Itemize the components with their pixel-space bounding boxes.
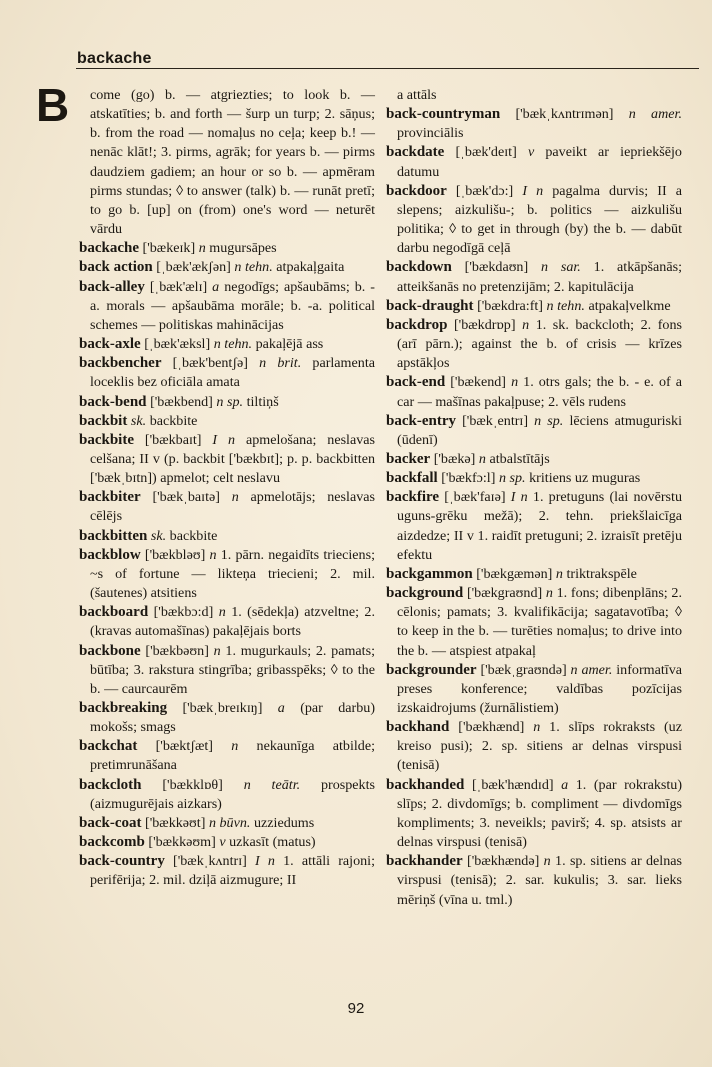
entry-definition: provinciālis — [397, 125, 464, 142]
entry-pronunciation: ['bækfɔ:l] — [441, 470, 496, 487]
entry-grammar-label: n — [231, 489, 239, 506]
entry-headword: backbone — [79, 642, 141, 659]
entry-pronunciation: ['bækə] — [433, 450, 476, 467]
entry-definition: 1. sp. sitiens ar delnas virspusi (tenisā); 2. sar. kukulis; 3. sar. lieks mēriņš (vīna u. tml.) — [397, 853, 683, 908]
entry-headword: back-end — [386, 374, 446, 391]
entry-headword: backdown — [386, 259, 452, 276]
entry-pronunciation: ['bækend] — [450, 374, 507, 391]
right-column — [386, 86, 682, 910]
dictionary-entry — [386, 565, 682, 584]
entry-headword: backbite — [79, 431, 135, 448]
entry-headword: background — [386, 585, 464, 602]
dictionary-entry — [386, 316, 682, 373]
entry-definition: 1. (par rokrakstu) slīps; 2. divdomīgs; b. compliment — divdomīgs kompliments; 3. neveikls; pavirš; 4. sp. atsists ar delnas virspusi (tenisā) — [397, 776, 683, 851]
entry-definition: triktrakspēle — [566, 565, 637, 582]
entry-definition: 1. atkāpšanās; atteikšanās no pretenzijām; 2. kapitulācija — [397, 259, 682, 295]
dictionary-entry — [79, 833, 375, 852]
entry-grammar-label: n tehn. — [234, 259, 273, 276]
entry-pronunciation: ['bækhænd] — [458, 719, 525, 736]
entry-pronunciation: ['bækdra:ft] — [477, 297, 544, 314]
entry-definition: kritiens uz muguras — [529, 470, 641, 487]
dictionary-entry — [386, 450, 682, 469]
entry-pronunciation: ['bækˌgraʊndə] — [480, 661, 567, 678]
entry-pronunciation: ['bækbaɪt] — [144, 431, 202, 448]
entry-definition: parlamenta loceklis bez oficiāla amata — [90, 355, 375, 391]
entry-grammar-label: n būvn. — [208, 814, 251, 831]
entry-grammar-label: n — [555, 565, 563, 582]
dictionary-entry — [79, 431, 375, 488]
dictionary-entry — [79, 737, 375, 775]
entry-pronunciation: ['bækkəʊm] — [148, 834, 216, 851]
dictionary-entry — [79, 278, 375, 335]
entry-pronunciation: ['bækdaʊn] — [464, 259, 529, 276]
entry-pronunciation: ['bækbend] — [150, 393, 213, 410]
entry-pronunciation: ['bæktʃæt] — [155, 738, 213, 755]
entry-definition: 1. mugurkauls; 2. pamats; būtība; 3. rakstura stingrība; gribasspēks; ◊ to the b. — caurcaurēm — [90, 642, 375, 697]
entry-grammar-label: n amer. — [628, 106, 682, 123]
entry-definition: 1. pārn. negaidīts trieciens; ~s of fortune — likteņa triecieni; 2. mil. (šautenes) atsitiens — [90, 546, 375, 602]
dictionary-entry — [386, 776, 682, 853]
dictionary-entry — [386, 412, 682, 450]
entry-headword: back-entry — [386, 412, 456, 429]
entry-headword: backfall — [386, 470, 438, 487]
entry-grammar-label: n brit. — [259, 355, 302, 372]
entry-grammar-label: sk. — [130, 412, 147, 429]
entry-headword: back-bend — [79, 393, 147, 410]
entry-grammar-label: v — [219, 834, 226, 851]
entry-headword: backchat — [79, 738, 138, 755]
entry-definition: pakaļējā ass — [255, 336, 324, 353]
entry-headword: backblow — [79, 546, 141, 563]
entry-grammar-label: I n — [522, 182, 544, 199]
entry-definition: paveikt ar iepriekšējo datumu — [397, 144, 682, 180]
dictionary-entry — [386, 86, 682, 105]
entry-headword: backgammon — [386, 565, 473, 582]
header-rule — [76, 68, 699, 69]
entry-headword: backhander — [386, 853, 463, 870]
entry-grammar-label: a — [212, 278, 220, 295]
entry-grammar-label: I n — [255, 853, 275, 870]
entry-headword: back-countryman — [386, 106, 501, 123]
entry-grammar-label: n teātr. — [243, 776, 301, 793]
entry-definition: 1. (sēdekļa) atzveltne; 2. (kravas automašīnas) pakaļējais borts — [90, 604, 375, 640]
entry-definition: prospekts (aizmugurējais aizkars) — [90, 776, 375, 812]
entry-grammar-label: n — [545, 585, 553, 602]
entry-headword: backbreaking — [79, 700, 168, 716]
dictionary-entry — [386, 584, 682, 661]
entry-headword: backbiter — [79, 489, 141, 506]
entry-headword: backdate — [386, 144, 445, 161]
entry-definition: 1. otrs gals; the b. - e. of a car — mašīnas pakaļpuse; 2. vēls rudens — [397, 374, 683, 410]
entry-headword: back-alley — [79, 278, 145, 295]
entry-definition: come (go) b. — atgriezties; to look b. — atskatīties; b. and forth — šurp un turp; 2. sāņus; b. from the road — nomaļus no ceļa; keep b.! — nenāc klāt!; 3. pirms, agrāk; for years b. — pirms daudziem gadiem; an hour or so b. — apmēram pirms stundas; ◊ to answer (talk) b. — runāt pretī; to go b. [up] on (from) one's word — neturēt vārdu — [90, 87, 375, 238]
entry-headword: backdoor — [386, 182, 447, 199]
entry-pronunciation: ['bækˌkʌntrɪ] — [173, 853, 247, 870]
entry-headword: backhand — [386, 719, 450, 736]
dictionary-entry — [79, 814, 375, 833]
entry-definition: 1. pretuguns (lai novērstu uguns-grēku mežā); 2. tehn. priekšlaicīga aizdedze; II v 1. raidīt pretuguni; 2. izraisīt pretēju efektu — [397, 489, 683, 563]
entry-grammar-label: n sp. — [498, 470, 526, 487]
entry-definition: uzkasīt (matus) — [229, 834, 316, 851]
dictionary-entry — [79, 852, 375, 890]
entry-headword: backgrounder — [386, 661, 477, 678]
entry-headword: backbit — [79, 412, 128, 429]
dictionary-entry — [79, 335, 375, 354]
dictionary-entry — [386, 182, 682, 259]
entry-definition: apmelošana; neslavas celšana; II v (p. backbit ['bækbɪt]; p. p. backbitten ['bækˌbɪtn]) apmelot; celt neslavu — [90, 431, 376, 487]
dictionary-entry — [386, 488, 682, 565]
entry-pronunciation: [ˌbæk'ælɪ] — [149, 278, 208, 295]
dictionary-entry — [386, 373, 682, 411]
entry-pronunciation: ['bækdrɒp] — [453, 316, 516, 333]
entry-grammar-label: n — [522, 316, 530, 333]
entry-definition: atbalstītājs — [489, 450, 550, 467]
entry-grammar-label: n — [533, 719, 541, 736]
entry-grammar-label: n amer. — [570, 661, 613, 678]
entry-pronunciation: [ˌbæk'bentʃə] — [172, 355, 248, 372]
entry-definition: backbite — [149, 412, 198, 429]
entry-pronunciation: ['bækhændə] — [467, 853, 540, 870]
entry-grammar-label: n — [198, 240, 206, 257]
dictionary-entry — [79, 86, 375, 239]
entry-definition: pagalma durvis; II a slepens; aizkulišu-; b. politics — aizkulišu politika; ◊ to get in through (by) the b. — dabūt darbu negodīgā ceļā — [397, 182, 682, 257]
entry-headword: backbencher — [79, 355, 162, 372]
entry-definition: apmelotājs; neslavas cēlējs — [90, 489, 376, 525]
dictionary-entry — [386, 143, 682, 181]
entry-grammar-label: n sp. — [534, 412, 564, 429]
dictionary-entry — [79, 603, 375, 641]
entry-definition: atpakaļgaita — [276, 259, 345, 276]
entry-headword: backer — [386, 450, 431, 467]
dictionary-entry — [79, 258, 375, 277]
entry-pronunciation: [ˌbæk'deɪt] — [455, 144, 517, 161]
entry-definition: lēciens atmuguriski (ūdenī) — [397, 412, 682, 448]
entry-headword: back action — [79, 259, 153, 276]
entry-pronunciation: ['bækˌkʌntrɪmən] — [515, 106, 614, 123]
dictionary-entry — [79, 412, 375, 431]
entry-definition: uzziedums — [253, 814, 315, 831]
section-letter: B — [36, 79, 70, 131]
entry-definition: (par darbu) mokošs; smags — [90, 700, 376, 736]
entry-definition: a attāls — [397, 87, 437, 103]
entry-headword: backbitten — [79, 527, 148, 544]
entry-pronunciation: [ˌbæk'æksl] — [144, 336, 211, 353]
entry-definition: tiltiņš — [246, 393, 279, 410]
dictionary-entry — [79, 393, 375, 412]
entry-grammar-label: I n — [510, 489, 528, 506]
dictionary-entry — [79, 776, 375, 814]
dictionary-entry — [386, 718, 682, 775]
entry-headword: back-draught — [386, 297, 474, 314]
entry-grammar-label: n — [478, 450, 486, 467]
entry-definition: atpakaļvelkme — [588, 297, 671, 314]
entry-headword: backdrop — [386, 316, 448, 333]
dictionary-entry — [79, 642, 375, 699]
entry-definition: 1. fons; dibenplāns; 2. cēlonis; pamats; 3. kvalifikācija; sagatavotība; ◊ to keep in the b. — turēties nomaļus; to drive into the b. — atspiest atpakaļ — [397, 585, 682, 659]
entry-grammar-label: n — [218, 604, 226, 621]
dictionary-entry — [79, 488, 375, 526]
dictionary-entry — [386, 661, 682, 718]
entry-definition: negodīgs; apšaubāms; b. -a. morals — apšaubāma morāle; b. -a. political schemes — politiskas mahinācijas — [90, 278, 375, 333]
entry-headword: back-country — [79, 853, 165, 870]
dictionary-entry — [386, 105, 682, 143]
entry-headword: backcomb — [79, 834, 145, 851]
entry-definition: informatīva preses konference; valdības pozīcijas izskaidrojums (žurnālistiem) — [397, 661, 682, 716]
entry-pronunciation: [ˌbæk'ækʃən] — [156, 259, 231, 276]
entry-grammar-label: n tehn. — [213, 336, 253, 353]
entry-pronunciation: ['bækbəʊn] — [145, 642, 209, 659]
entry-grammar-label: n sp. — [216, 393, 244, 410]
entry-grammar-label: n — [209, 546, 217, 563]
dictionary-entry — [79, 354, 375, 392]
entry-definition: mugursāpes — [209, 240, 277, 257]
entry-headword: backache — [79, 240, 139, 257]
entry-grammar-label: sk. — [150, 527, 167, 544]
entry-pronunciation: ['bækeɪk] — [142, 240, 196, 257]
entry-pronunciation: ['bækˌbaɪtə] — [152, 489, 220, 506]
dictionary-entry — [386, 469, 682, 488]
entry-headword: backcloth — [79, 776, 142, 793]
entry-headword: backhanded — [386, 776, 465, 793]
entry-pronunciation: [ˌbæk'hændɪd] — [471, 776, 554, 793]
entry-grammar-label: n tehn. — [546, 297, 585, 314]
entry-definition: nekaunīga atbilde; pretimrunāšana — [90, 738, 375, 774]
entry-definition: 1. sk. backcloth; 2. fons (arī pārn.); against the b. of crisis — krīzes apstākļos — [397, 316, 683, 372]
entry-pronunciation: [ˌbæk'dɔ:] — [455, 182, 514, 199]
entry-grammar-label: n — [511, 374, 519, 391]
entry-pronunciation: ['bækklɒθ] — [162, 776, 223, 793]
dictionary-entry — [386, 297, 682, 316]
entry-headword: back-axle — [79, 336, 141, 353]
entry-headword: backfire — [386, 489, 440, 506]
entry-definition: 1. attāli rajoni; perifērija; 2. mil. dziļā aizmugure; II — [90, 853, 375, 889]
entry-grammar-label: a — [561, 776, 569, 793]
entry-pronunciation: ['bækkəʊt] — [145, 814, 206, 831]
entry-pronunciation: ['bækˌentrɪ] — [462, 412, 529, 429]
entry-grammar-label: a — [277, 700, 285, 716]
entry-grammar-label: I n — [212, 431, 236, 448]
entry-definition: 1. slīps rokraksts (uz kreiso pusi); 2. sp. sitiens ar delnas virspusi (tenisā) — [397, 719, 682, 774]
running-header: backache — [77, 50, 152, 67]
entry-definition: backbite — [169, 527, 218, 544]
entry-pronunciation: ['bækbɔ:d] — [153, 604, 214, 621]
entry-grammar-label: n sar. — [541, 259, 581, 276]
dictionary-entry — [386, 258, 682, 296]
dictionary-entry — [79, 239, 375, 258]
entry-grammar-label: n — [543, 853, 551, 870]
entry-grammar-label: v — [527, 144, 535, 161]
entry-grammar-label: n — [213, 642, 221, 659]
entry-pronunciation: ['bækˌbreɪkɪŋ] — [182, 700, 263, 716]
entry-pronunciation: ['bækgraʊnd] — [466, 585, 543, 602]
dictionary-entry — [386, 852, 682, 909]
entry-headword: back-coat — [79, 814, 142, 831]
dictionary-entry — [79, 527, 375, 546]
left-column — [79, 86, 375, 891]
dictionary-entry — [79, 546, 375, 603]
entry-pronunciation: ['bækbləʊ] — [144, 546, 206, 563]
page-number: 92 — [347, 1000, 365, 1017]
entry-pronunciation: ['bækgæmən] — [476, 565, 553, 582]
dictionary-entry — [79, 699, 375, 737]
entry-grammar-label: n — [231, 738, 239, 755]
entry-pronunciation: [ˌbæk'faɪə] — [444, 489, 506, 506]
entry-headword: backboard — [79, 604, 149, 621]
